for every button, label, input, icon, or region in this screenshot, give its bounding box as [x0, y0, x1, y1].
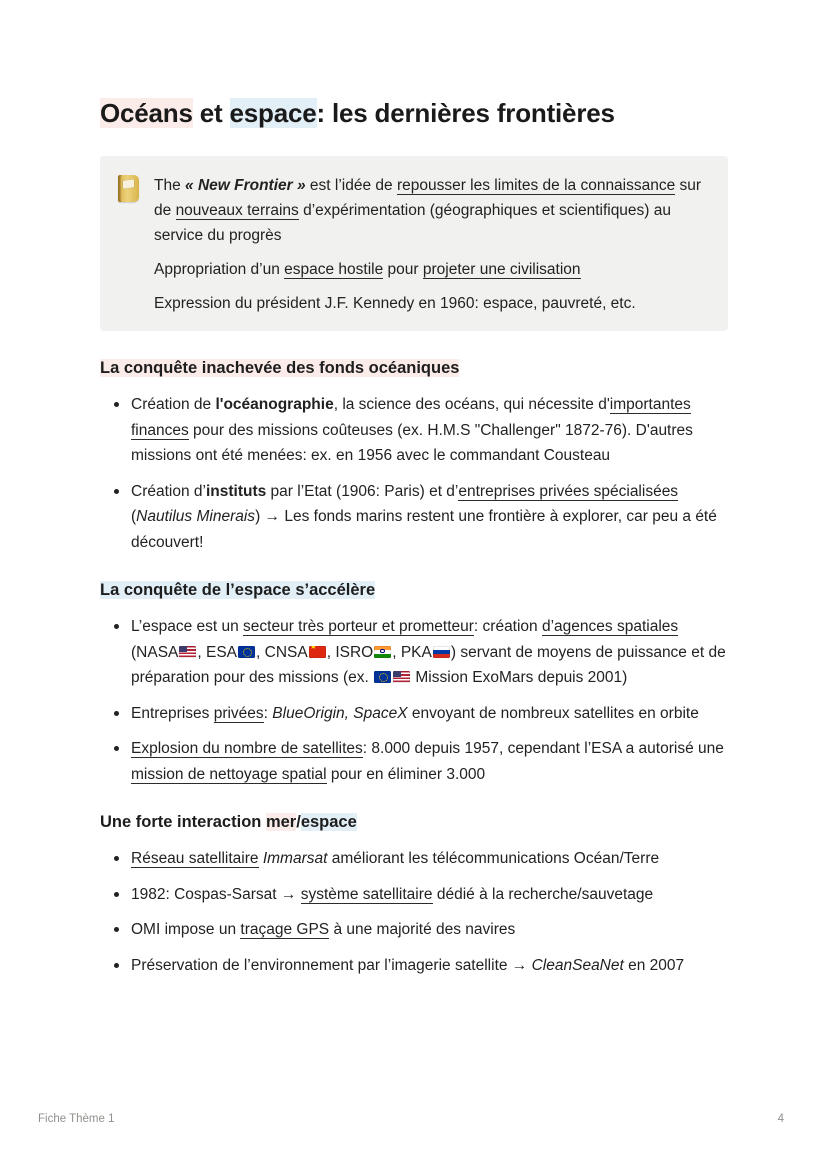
text-segment: ) → Les fonds marins restent une frontière à explorer, car peu a été découvert!: [131, 508, 717, 551]
text-segment: et: [192, 98, 230, 128]
text-segment: La conquête de l’espace s’accélère: [100, 581, 376, 599]
text-segment: d’agences spatiales: [541, 618, 679, 635]
text-segment: Création de: [131, 396, 216, 413]
flag-eu-icon: [374, 671, 391, 683]
list-item: [131, 392, 728, 469]
callout: [100, 156, 728, 331]
bullet-list-oceans: [100, 392, 728, 555]
section-heading-interaction: [100, 811, 728, 833]
text-segment: (NASA: [131, 643, 179, 661]
text-segment: (: [131, 508, 137, 525]
footer-page-number: 4: [777, 1113, 784, 1125]
text-segment: : 8.000 depuis 1957, cependant l’ESA a autorisé une: [362, 740, 724, 757]
text-segment: nouveaux terrains: [175, 202, 299, 219]
bullet-list-espace: [100, 614, 728, 787]
flag-us-icon: [393, 671, 410, 683]
text-segment: : les dernières frontières: [316, 98, 615, 128]
text-segment: 1982: Cospas-Sarsat →: [131, 885, 301, 903]
ledger-label: [123, 179, 134, 189]
flag-in-icon: [374, 646, 391, 658]
bullet-list-interaction: [100, 846, 728, 978]
list-item: [131, 479, 728, 556]
text-segment: pour: [383, 261, 423, 278]
page-title: [100, 96, 728, 130]
text-segment: , la science des océans, qui nécessite d': [333, 396, 610, 413]
text-segment: , ESA: [197, 643, 238, 661]
callout-paragraph: [154, 291, 712, 316]
text-segment: importantes finances: [131, 396, 691, 439]
text-segment: dédié à la recherche/sauvetage: [432, 885, 654, 903]
callout-paragraph: [154, 257, 712, 282]
list-item: [131, 953, 728, 979]
text-segment: Explosion du nombre de satellites: [131, 740, 363, 757]
text-segment: Immarsat: [262, 850, 328, 867]
text-segment: par l’Etat (1906: Paris) et d’: [266, 482, 459, 500]
text-segment: , PKA: [392, 643, 432, 661]
text-segment: d’expérimentation (géographiques et scientifiques) au service du progrès: [154, 202, 672, 244]
footer-doc-title: Fiche Thème 1: [38, 1113, 115, 1125]
list-item: [131, 701, 728, 727]
text-segment: Appropriation d’un: [154, 261, 285, 278]
text-segment: espace: [229, 98, 317, 128]
text-segment: OMI impose un: [131, 921, 241, 938]
text-segment: est l’idée de: [305, 177, 397, 194]
text-segment: traçage GPS: [240, 921, 330, 938]
text-segment: :: [263, 704, 273, 722]
list-item: [131, 917, 728, 943]
text-segment: : création: [473, 618, 542, 635]
list-item: [131, 614, 728, 691]
list-item: [131, 882, 728, 908]
text-segment: Mission ExoMars depuis 2001): [411, 669, 628, 686]
text-segment: BlueOrigin, SpaceX: [272, 704, 408, 722]
ledger-notebook-icon: [118, 173, 139, 316]
text-segment: améliorant les télécommunications Océan/Terre: [327, 850, 660, 867]
text-segment: Préservation de l’environnement par l’imagerie satellite →: [131, 956, 532, 974]
text-segment: pour des missions coûteuses (ex. H.M.S "Challenger" 1872-76). D'autres missions ont été menées: ex. en 1956 avec le commandant Cousteau: [131, 421, 693, 464]
text-segment: envoyant de nombreux satellites en orbite: [407, 704, 699, 722]
text-segment: Nautilus Minerais: [136, 508, 256, 525]
text-segment: , CNSA: [256, 643, 308, 661]
text-segment: Création d’: [131, 482, 206, 500]
section-heading-oceans: [100, 357, 728, 379]
list-item: [131, 846, 728, 872]
section-heading-espace: [100, 579, 728, 601]
text-segment: The: [154, 177, 186, 194]
text-segment: Une forte interaction: [100, 813, 266, 831]
text-segment: instituts: [205, 482, 267, 500]
text-segment: repousser les limites de la connaissance: [396, 177, 676, 194]
text-segment: CleanSeaNet: [531, 956, 624, 974]
text-segment: L’espace est un: [131, 618, 244, 635]
text-segment: projeter une civilisation: [422, 261, 581, 278]
text-segment: privées: [213, 704, 264, 722]
ledger-notebook-icon-shape: [118, 175, 139, 202]
text-segment: en 2007: [623, 956, 685, 974]
list-item: [131, 736, 728, 787]
callout-paragraph: [154, 173, 712, 248]
text-segment: ) servant de moyens de puissance et de préparation pour des missions (ex.: [131, 643, 726, 686]
text-segment: à une majorité des navires: [329, 921, 516, 938]
callout-body: [154, 173, 712, 316]
text-segment: « New Frontier »: [185, 177, 306, 194]
flag-us-icon: [179, 646, 196, 658]
text-segment: entreprises privées spécialisées: [458, 482, 679, 500]
text-segment: espace: [300, 813, 357, 831]
text-segment: sur de: [154, 177, 702, 219]
text-segment: La conquête inachevée des fonds océaniques: [100, 359, 460, 377]
text-segment: Réseau satellitaire: [131, 850, 259, 867]
flag-ru-icon: [433, 646, 450, 658]
text-segment: pour en éliminer 3.000: [326, 765, 486, 783]
text-segment: Océans: [100, 98, 193, 128]
text-segment: /: [296, 813, 301, 831]
text-segment: mer: [265, 813, 297, 831]
text-segment: espace hostile: [284, 261, 384, 278]
text-segment: mission de nettoyage spatial: [131, 765, 327, 783]
text-segment: système satellitaire: [300, 885, 433, 903]
page-footer: [38, 1113, 784, 1125]
flag-eu-icon: [238, 646, 255, 658]
text-segment: Entreprises: [131, 704, 214, 722]
text-segment: secteur très porteur et prometteur: [243, 618, 474, 635]
text-segment: l'océanographie: [215, 396, 334, 413]
text-segment: , ISRO: [326, 643, 374, 661]
flag-cn-icon: [309, 646, 326, 658]
text-segment: Expression du président J.F. Kennedy en 1960: espace, pauvreté, etc.: [154, 295, 636, 312]
